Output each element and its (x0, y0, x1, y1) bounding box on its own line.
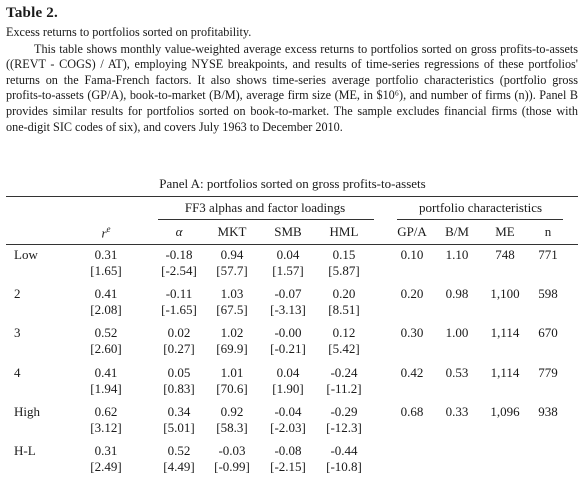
cell-hml-tstat: [5.87] (328, 263, 360, 278)
cell-smb-tstat: [-2.15] (270, 459, 306, 474)
cell-mkt-tstat: [57.7] (216, 263, 248, 278)
row-label: H-L (14, 443, 36, 458)
group-rule-characteristics (397, 219, 563, 220)
cell-hml-tstat: [8.51] (328, 302, 360, 318)
column-header-n: n (544, 224, 552, 239)
row-label: High (14, 403, 40, 419)
cell-mkt: 0.94 (220, 247, 244, 262)
table-caption (6, 25, 578, 135)
row-label: 3 (14, 325, 21, 341)
column-header-gpa: GP/A (397, 224, 427, 239)
cell-n: 938 (538, 403, 558, 419)
cell-bm: 1.00 (445, 325, 469, 341)
cell-alpha: 0.34 (167, 403, 191, 419)
cell-re-tstat: [3.12] (90, 419, 122, 435)
row-label: 4 (14, 364, 21, 380)
cell-hml: 0.12 (332, 325, 356, 341)
cell-me: 1,100 (490, 286, 520, 302)
panel-title: Panel A: portfolios sorted on gross profits-to-assets (159, 176, 426, 191)
cell-re: 0.52 (94, 325, 118, 341)
group-header-characteristics: portfolio characteristics (418, 200, 543, 215)
row-label: 2 (14, 286, 21, 302)
cell-bm: 1.10 (445, 247, 469, 262)
caption-body: This table shows monthly value-weighted average excess returns to portfolios sorted on gross profits-to-assets ((REVT - COGS) / AT), employing NYSE breakpoints, and results of time-series regressions of these portfolios' returns on the Fama-French factors. It also shows time-series average portfolio characteristics (portfolio gross profits-to-assets (GP/A), book-to-market (B/M), average firm size (ME, in $10⁶), and number of firms (n)). Panel B provides similar results for portfolios sorted on book-to-market. The sample excludes financial firms (those with one-digit SIC codes of six), and covers July 1963 to December 2010. (6, 41, 578, 134)
cell-re-tstat: [2.49] (90, 459, 122, 474)
cell-me: 1,114 (490, 325, 520, 341)
cell-hml: -0.24 (330, 364, 358, 380)
column-header-bm: B/M (445, 224, 469, 239)
cell-alpha-tstat: [4.49] (163, 459, 195, 474)
cell-smb: -0.07 (274, 286, 302, 302)
cell-n: 598 (538, 286, 558, 302)
cell-re-tstat: [2.60] (90, 341, 122, 357)
cell-bm: 0.33 (445, 403, 469, 419)
cell-hml: 0.15 (332, 247, 356, 262)
column-header-alpha: α (175, 224, 183, 239)
cell-mkt: 0.92 (220, 403, 244, 419)
cell-mkt-tstat: [58.3] (216, 419, 248, 435)
cell-mkt: -0.03 (218, 443, 246, 458)
cell-re: 0.31 (94, 443, 118, 458)
cell-mkt: 1.02 (220, 325, 244, 341)
cell-alpha: -0.18 (165, 247, 193, 262)
cell-mkt: 1.01 (220, 364, 244, 380)
cell-smb: -0.04 (274, 403, 302, 419)
cell-bm: 0.98 (445, 286, 469, 302)
cell-hml-tstat: [-11.2] (326, 380, 362, 396)
cell-smb: -0.08 (274, 443, 302, 458)
cell-hml-tstat: [-12.3] (326, 419, 362, 435)
cell-me: 1,096 (490, 403, 520, 419)
group-rule-ff3 (158, 219, 374, 220)
cell-me: 748 (495, 247, 515, 262)
cell-hml-tstat: [5.42] (328, 341, 360, 357)
cell-mkt-tstat: [69.9] (216, 341, 248, 357)
cell-mkt-tstat: [-0.99] (214, 459, 250, 474)
cell-alpha-tstat: [-2.54] (161, 263, 197, 278)
cell-smb-tstat: [-0.21] (270, 341, 306, 357)
cell-mkt: 1.03 (220, 286, 244, 302)
column-header-re: $r^e$ (101, 224, 111, 241)
column-header-mkt: MKT (217, 224, 247, 239)
cell-smb-tstat: [-3.13] (270, 302, 306, 318)
panel-top-rule (6, 196, 578, 197)
cell-re: 0.41 (94, 286, 118, 302)
cell-bm: 0.53 (445, 364, 469, 380)
cell-gpa: 0.30 (400, 325, 424, 341)
cell-alpha: 0.52 (167, 443, 191, 458)
group-header-ff3: FF3 alphas and factor loadings (184, 200, 346, 215)
column-header-me: ME (495, 224, 515, 239)
cell-smb-tstat: [1.90] (272, 380, 304, 396)
cell-hml: -0.44 (330, 443, 358, 458)
cell-alpha: 0.02 (167, 325, 191, 341)
cell-alpha-tstat: [5.01] (163, 419, 195, 435)
cell-n: 771 (538, 247, 558, 262)
header-bottom-rule (6, 244, 578, 245)
cell-hml: 0.20 (332, 286, 356, 302)
cell-smb-tstat: [-2.03] (270, 419, 306, 435)
cell-mkt-tstat: [67.5] (216, 302, 248, 318)
cell-alpha-tstat: [0.27] (163, 341, 195, 357)
cell-alpha: -0.11 (165, 286, 193, 302)
cell-n: 779 (538, 364, 558, 380)
cell-gpa: 0.68 (400, 403, 424, 419)
cell-gpa: 0.10 (400, 247, 424, 262)
cell-smb: 0.04 (276, 364, 300, 380)
cell-me: 1,114 (490, 364, 520, 380)
cell-gpa: 0.20 (400, 286, 424, 302)
cell-alpha-tstat: [-1.65] (161, 302, 197, 318)
cell-re: 0.41 (94, 364, 118, 380)
cell-mkt-tstat: [70.6] (216, 380, 248, 396)
cell-smb: -0.00 (274, 325, 302, 341)
cell-smb-tstat: [1.57] (272, 263, 304, 278)
cell-hml: -0.29 (330, 403, 358, 419)
row-label: Low (14, 247, 38, 262)
cell-re: 0.62 (94, 403, 118, 419)
cell-re-tstat: [1.65] (90, 263, 122, 278)
cell-n: 670 (538, 325, 558, 341)
cell-gpa: 0.42 (400, 364, 424, 380)
column-header-smb: SMB (274, 224, 302, 239)
column-header-hml: HML (329, 224, 359, 239)
cell-alpha: 0.05 (167, 364, 191, 380)
table-title: Table 2. (6, 5, 58, 21)
cell-re-tstat: [1.94] (90, 380, 122, 396)
cell-re: 0.31 (94, 247, 118, 262)
cell-re-tstat: [2.08] (90, 302, 122, 318)
cell-smb: 0.04 (276, 247, 300, 262)
cell-alpha-tstat: [0.83] (163, 380, 195, 396)
cell-hml-tstat: [-10.8] (326, 459, 362, 474)
caption-lead: Excess returns to portfolios sorted on profitability. (6, 25, 252, 39)
